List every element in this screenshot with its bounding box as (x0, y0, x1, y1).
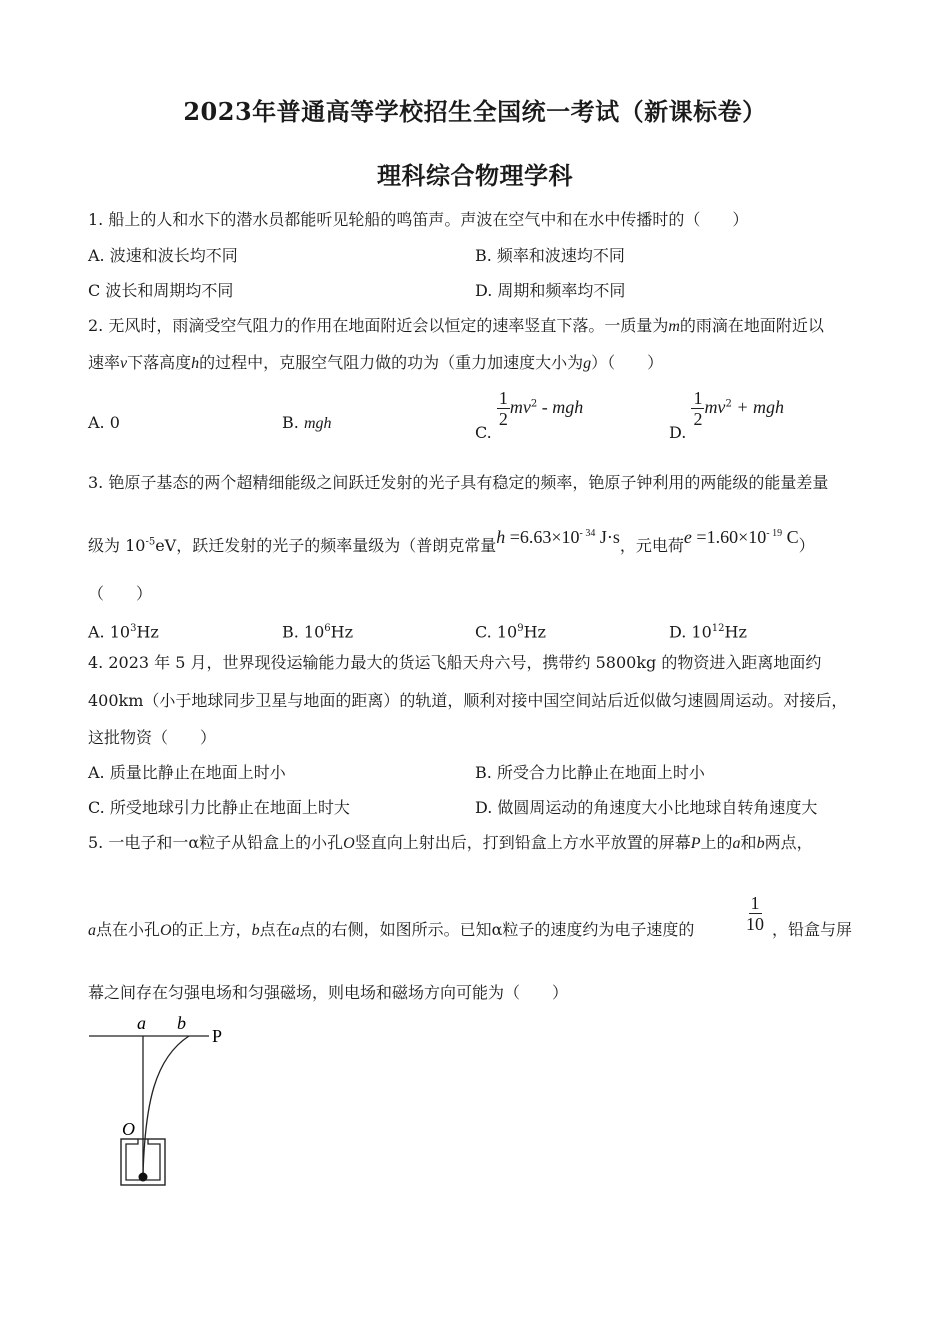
q2-option-d: D. $\frac{1}{2}$ $mv^2$ + mgh (669, 388, 784, 442)
q4-option-c: C. 所受地球引力比静止在地面上时大 (88, 798, 350, 817)
q2-line1: 2. 无风时，雨滴受空气阻力的作用在地面附近会以恒定的速率竖直下落。一质量为m的雨滴在地面附近以 (88, 316, 824, 335)
q3-line2: 级为 $10^{-5}eV$，跃迁发射的光子的频率量级为（普朗克常量$h =6.63\times 10^{- 34}$ J·s，元电荷$e =1.60\times 10^{- 19}$ C） (88, 527, 815, 555)
q2-option-c: C. $\frac{1}{2}$ $mv^2$ - mgh (475, 388, 584, 442)
q4-line1: 4. 2023 年 5 月，世界现役运输能力最大的货运飞船天舟六号，携带约 5800kg 的物资进入距离地面约 (88, 653, 822, 672)
q5-line2: a点在小孔O的正上方，b点在a点的右侧，如图所示。已知α粒子的速度约为电子速度的 (88, 920, 695, 939)
q5-fraction: $\frac{1}{10}$ (746, 893, 764, 934)
q2-line2: 速率v下落高度h的过程中，克服空气阻力做的功为（重力加速度大小为g）（ ） (88, 353, 664, 372)
q2-option-b: B. mgh (282, 413, 332, 432)
q5-line1: 5. 一电子和一α粒子从铅盒上的小孔O竖直向上射出后，打到铅盒上方水平放置的屏幕P上的a和b两点， (88, 833, 813, 852)
q5-line2-end: ，铅盒与屏 (772, 920, 853, 939)
q4-line3: 这批物资（ ） (88, 728, 217, 747)
q3-blank: （ ） (88, 584, 153, 603)
q5-line3: 幕之间存在匀强电场和匀强磁场，则电场和磁场方向可能为（ ） (88, 983, 569, 1002)
label-b: b (177, 1013, 186, 1033)
label-O: O (122, 1119, 135, 1139)
label-a: a (137, 1013, 146, 1033)
q1-option-d: D. 周期和频率均不同 (475, 281, 626, 300)
q3-option-b: B. $10^6Hz$ (282, 622, 354, 642)
q3-option-d: D. $10^{12}Hz$ (669, 622, 747, 642)
q4-line2: 400km（小于地球同步卫星与地面的距离）的轨道，顺利对接中国空间站后近似做匀速圆周运动。对接后， (88, 691, 848, 710)
q1-option-b: B. 频率和波速均不同 (475, 246, 625, 265)
q1-option-c: C 波长和周期均不同 (88, 281, 234, 300)
q3-line1: 3. 铯原子基态的两个超精细能级之间跃迁发射的光子具有稳定的频率，铯原子钟利用的两能级的能量差量 (88, 473, 829, 492)
q1-option-a: A. 波速和波长均不同 (88, 246, 238, 265)
q1-stem: 1. 船上的人和水下的潜水员都能听见轮船的鸣笛声。声波在空气中和在水中传播时的（ ） (88, 210, 749, 229)
q4-option-b: B. 所受合力比静止在地面上时小 (475, 763, 705, 782)
q2-option-a: A. 0 (88, 413, 120, 432)
q4-option-a: A. 质量比静止在地面上时小 (88, 763, 286, 782)
q4-option-d: D. 做圆周运动的角速度大小比地球自转角速度大 (475, 798, 818, 817)
page-subtitle: 理科综合物理学科 (377, 161, 573, 190)
curved-trajectory (143, 1036, 189, 1175)
radioactive-source (139, 1173, 148, 1182)
label-P: P (212, 1026, 223, 1046)
q3-option-c: C. $10^9Hz$ (475, 622, 546, 642)
page-title: 2023年普通高等学校招生全国统一考试（新课标卷） (183, 97, 767, 126)
lead-box-figure (85, 1008, 245, 1193)
q3-option-a: A. $10^3Hz$ (88, 622, 159, 642)
